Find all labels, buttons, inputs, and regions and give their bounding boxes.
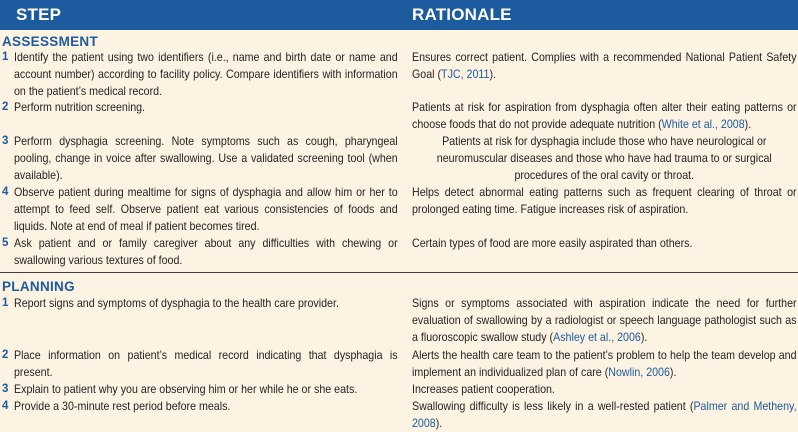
rationale-text: Certain types of food are more easily aspirated than others. bbox=[412, 237, 693, 250]
step-text: Identify the patient using two identifiers (i.e., name and birth date or name and account number) according to facility policy. Compare identifiers with information on the patient’s medical record. bbox=[14, 51, 398, 98]
rationale-text bbox=[412, 49, 797, 83]
step-number: 3 bbox=[2, 383, 9, 395]
step-text: Ask patient and or family caregiver about any difficulties with chewing or swallowing various textures of food. bbox=[14, 237, 398, 267]
step-column-header: STEP bbox=[16, 5, 62, 24]
citation: Palmer and Metheny, 2008 bbox=[412, 400, 797, 430]
rationale-text: Patients at risk for dysphagia include those who have neurological or neuromuscular diseases and those who have had trauma to or surgical procedures of the oral cavity or throat. bbox=[436, 135, 772, 182]
step-number: 1 bbox=[2, 297, 9, 309]
rationale-text bbox=[412, 295, 797, 346]
rationale-end: ). bbox=[744, 118, 752, 131]
rationale-body: Swallowing difficulty is less likely in a well-rested patient ( bbox=[412, 400, 694, 413]
rationale-body: Patients at risk for aspiration from dysphagia often alter their eating patterns or choose foods that do not provide adequate nutrition ( bbox=[412, 101, 797, 131]
rationale-end: ). bbox=[435, 417, 443, 430]
rationale-body: Alerts the health care team to the patient’s problem to help the team develop and implement an individualized plan of care ( bbox=[412, 349, 797, 379]
rationale-column-header: RATIONALE bbox=[412, 5, 512, 24]
rationale-body: Signs or symptoms associated with aspiration indicate the need for further evaluation of swallowing by a radiologist or speech language pathologist such as a fluoroscopic swallow study ( bbox=[412, 297, 797, 344]
step-text: Perform dysphagia screening. Note symptoms such as cough, pharyngeal pooling, change in voice after swallowing. Use a validated screening tool (when available). bbox=[14, 135, 398, 182]
step-number: 5 bbox=[2, 237, 9, 249]
assessment-section-title: ASSESSMENT bbox=[2, 34, 99, 49]
step-text: Place information on patient’s medical record indicating that dysphagia is present. bbox=[14, 349, 398, 379]
rationale-text bbox=[412, 99, 797, 133]
rationale-end: ). bbox=[489, 68, 496, 81]
step-number: 2 bbox=[2, 101, 9, 113]
rationale-text bbox=[412, 347, 797, 381]
rationale-text bbox=[412, 398, 797, 432]
step-number: 1 bbox=[2, 51, 9, 63]
rationale-text: Helps detect abnormal eating patterns such as frequent clearing of throat or prolonged eating time. Fatigue increases risk of aspiration. bbox=[412, 186, 797, 216]
rationale-body: Ensures correct patient. Complies with a recommended National Patient Safety Goal ( bbox=[412, 51, 797, 81]
rationale-end: ). bbox=[640, 331, 648, 344]
table-header bbox=[0, 0, 798, 30]
rationale-end: ). bbox=[669, 366, 677, 379]
citation: Ashley et al., 2006 bbox=[553, 331, 641, 344]
section-divider bbox=[0, 272, 798, 273]
step-text: Provide a 30-minute rest period before meals. bbox=[14, 400, 231, 413]
step-number: 4 bbox=[2, 400, 9, 412]
step-number: 4 bbox=[2, 186, 9, 198]
citation: TJC, 2011 bbox=[441, 68, 490, 81]
step-text: Report signs and symptoms of dysphagia to the health care provider. bbox=[14, 297, 339, 310]
citation: Nowlin, 2006 bbox=[608, 366, 670, 379]
step-text: Explain to patient why you are observing him or her while he or she eats. bbox=[14, 383, 358, 396]
planning-section-title: PLANNING bbox=[2, 279, 75, 294]
step-text: Observe patient during mealtime for signs of dysphagia and allow him or her to attempt to feed self. Observe patient eat various consistencies of foods and liquids. Note at end of meal if patient becomes tired. bbox=[14, 186, 398, 233]
step-number: 3 bbox=[2, 135, 9, 147]
step-number: 2 bbox=[2, 349, 9, 361]
step-text: Perform nutrition screening. bbox=[14, 101, 146, 114]
rationale-text: Increases patient cooperation. bbox=[412, 383, 555, 396]
citation: White et al., 2008 bbox=[661, 118, 745, 131]
